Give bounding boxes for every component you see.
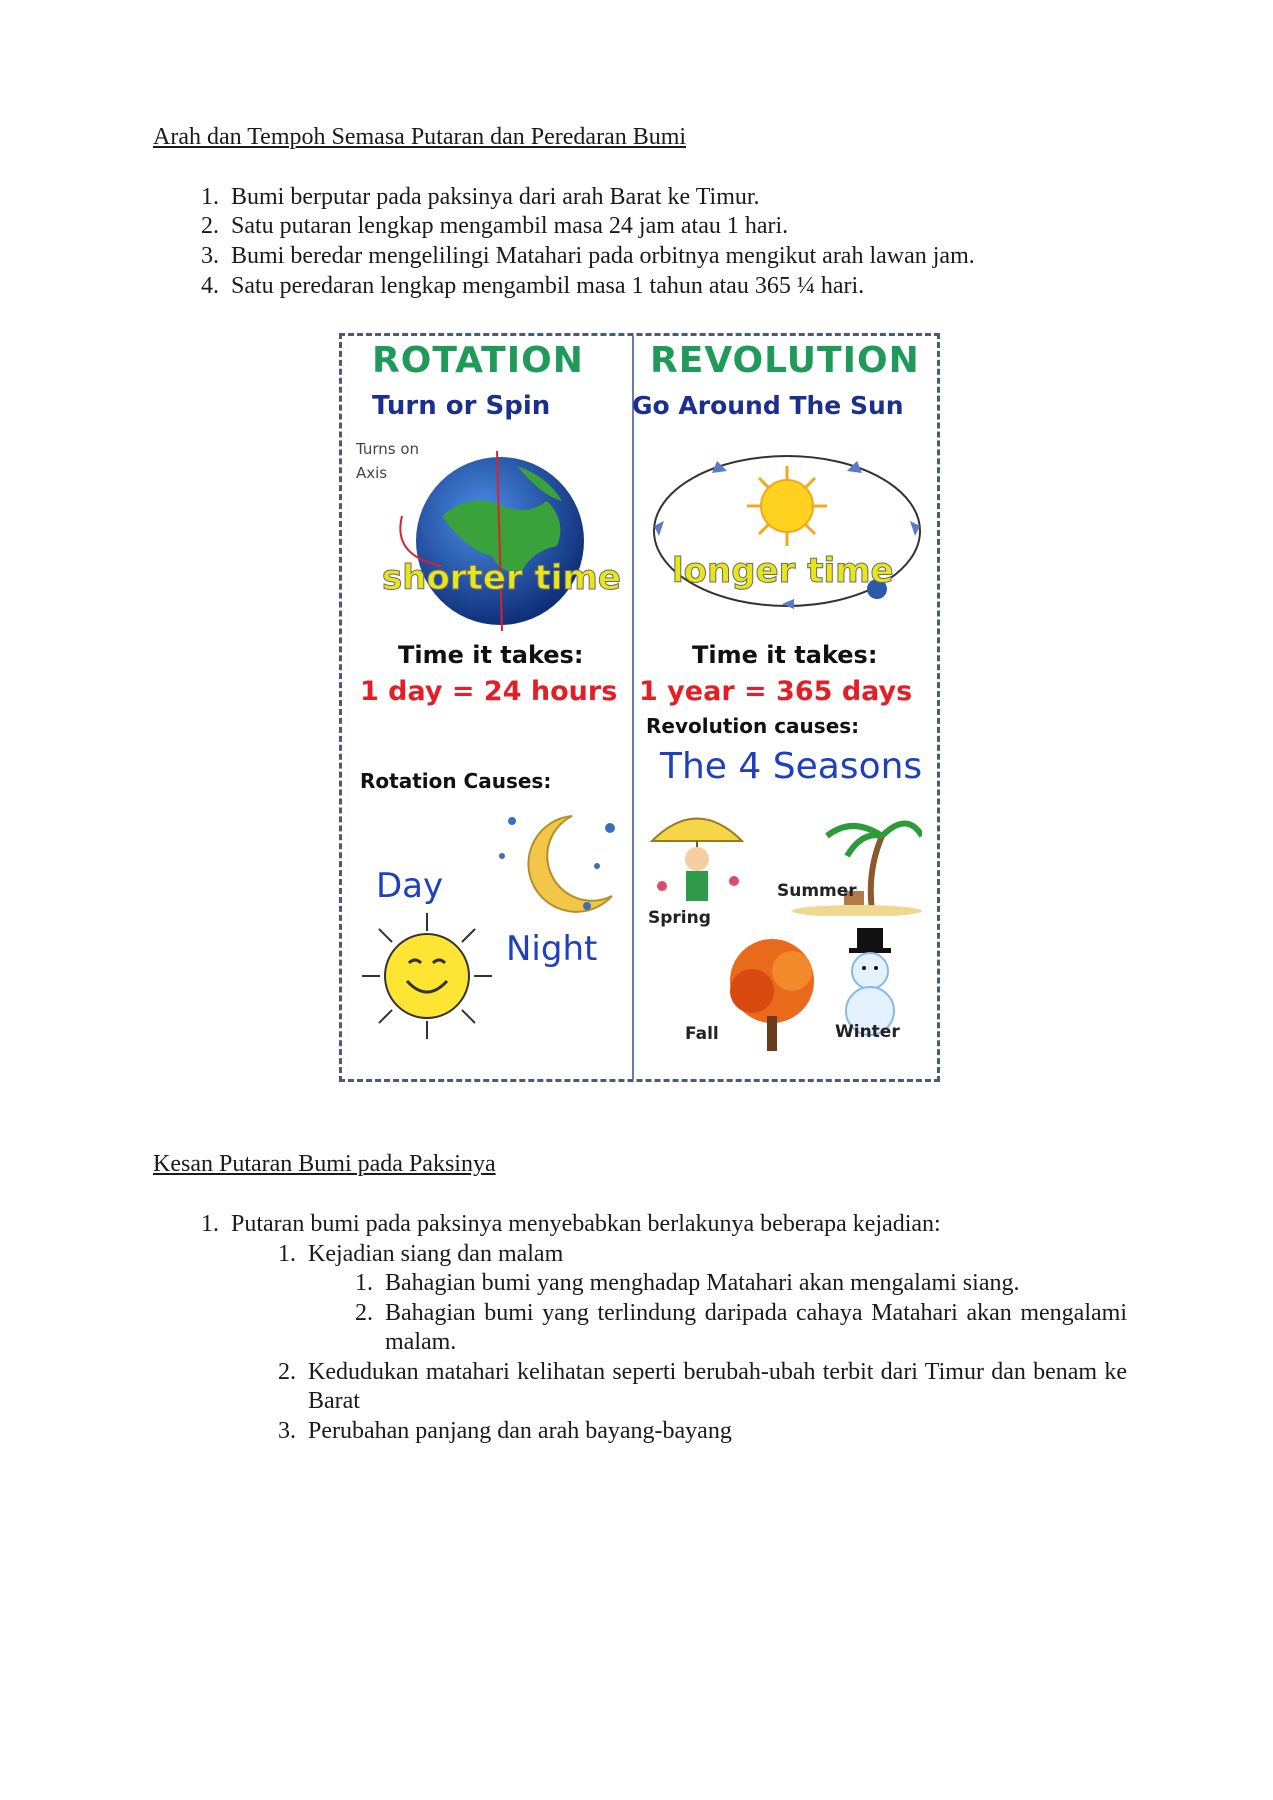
list-text: Bumi beredar mengelilingi Matahari pada orbitnya mengikut arah lawan jam. (231, 243, 975, 269)
spring-umbrella-icon (642, 801, 752, 916)
list-item (355, 1299, 1127, 1357)
list-number: 2. (201, 213, 219, 239)
moon-stars-icon (492, 806, 622, 926)
fall-tree-icon (722, 936, 822, 1056)
season-summer: Summer (777, 881, 857, 901)
list-item (278, 1417, 1127, 1446)
list-text: Bumi berputar pada paksinya dari arah Barat ke Timur. (231, 184, 760, 210)
seasons-title: The 4 Seasons (660, 746, 923, 787)
list-number: 4. (201, 273, 219, 299)
axis-label-line2: Axis (356, 464, 388, 482)
list-item (201, 242, 1111, 271)
list-item (201, 183, 1111, 212)
list-number: 2. (355, 1300, 373, 1326)
list-text: Kedudukan matahari kelihatan seperti berubah-ubah terbit dari Timur dan benam ke Barat (308, 1359, 1127, 1414)
list-item (201, 212, 1111, 241)
list-item (201, 272, 1111, 301)
revolution-duration: 1 year = 365 days (639, 676, 913, 707)
list-item (355, 1269, 1127, 1298)
list-text: Bahagian bumi yang terlindung daripada cahaya Matahari akan mengalami malam. (385, 1300, 1127, 1355)
rotation-revolution-infographic (339, 333, 940, 1082)
list-number: 1. (201, 184, 219, 210)
revolution-takes-label: Time it takes: (692, 641, 878, 669)
list-text: Satu peredaran lengkap mengambil masa 1 tahun atau 365 ¼ hari. (231, 273, 865, 299)
divider-line (632, 336, 634, 1079)
season-winter: Winter (835, 1022, 900, 1042)
list-text: Perubahan panjang dan arah bayang-bayang (308, 1418, 732, 1444)
rotation-title: ROTATION (372, 340, 584, 381)
rotation-subtitle: Turn or Spin (372, 391, 551, 421)
day-label: Day (376, 866, 444, 906)
list-number: 3. (278, 1418, 296, 1444)
list-text: Putaran bumi pada paksinya menyebabkan berlakunya beberapa kejadian: (231, 1211, 941, 1237)
night-label: Night (506, 929, 598, 969)
rotation-takes-label: Time it takes: (398, 641, 584, 669)
list-item (278, 1240, 1128, 1269)
season-spring: Spring (648, 908, 711, 928)
winter-snowman-icon (827, 926, 917, 1036)
axis-label-line1: Turns on (356, 440, 420, 458)
list-item (278, 1358, 1127, 1416)
list-number: 1. (201, 1211, 219, 1237)
longer-time-caption: longer time (672, 551, 894, 591)
rotation-causes-label: Rotation Causes: (360, 769, 552, 793)
revolution-causes-label: Revolution causes: (646, 714, 860, 738)
list-number: 3. (201, 243, 219, 269)
list-number: 2. (278, 1359, 296, 1385)
list-number: 1. (278, 1241, 296, 1267)
revolution-subtitle: Go Around The Sun (632, 391, 904, 420)
revolution-title: REVOLUTION (650, 340, 920, 381)
season-fall: Fall (685, 1024, 719, 1044)
section-heading-arah: Arah dan Tempoh Semasa Putaran dan Peredaran Bumi (153, 124, 687, 150)
shorter-time-caption: shorter time (382, 558, 621, 598)
orbit-diagram-icon (642, 441, 932, 631)
list-text: Bahagian bumi yang menghadap Matahari akan mengalami siang. (385, 1270, 1020, 1296)
sun-face-icon (357, 911, 497, 1041)
list-text: Satu putaran lengkap mengambil masa 24 jam atau 1 hari. (231, 213, 789, 239)
list-item (201, 1210, 1131, 1239)
earth-globe-icon (382, 446, 612, 636)
list-text: Kejadian siang dan malam (308, 1241, 564, 1267)
section-heading-kesan: Kesan Putaran Bumi pada Paksinya (153, 1151, 496, 1177)
rotation-duration: 1 day = 24 hours (360, 676, 618, 707)
list-number: 1. (355, 1270, 373, 1296)
